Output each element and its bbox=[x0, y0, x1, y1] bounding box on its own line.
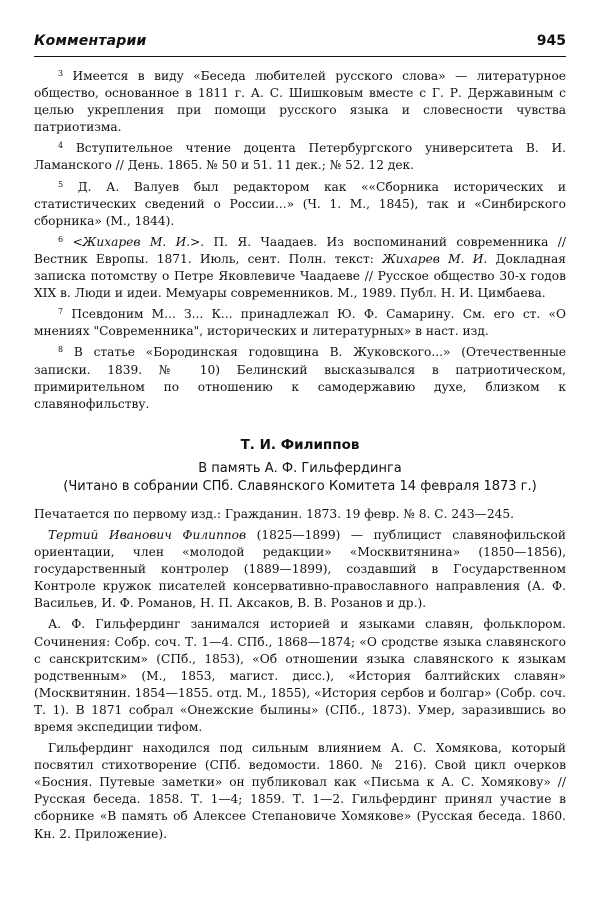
note-number: 6 bbox=[58, 234, 64, 244]
bio-paragraph bbox=[34, 527, 566, 612]
note-text: Докладная записка потомству о Петре Яковлевиче Чаадаеве // Русское общество 30-х годов XIX в. Люди и идеи. Мемуары современников. М., 1989. Публ. Н. И. Цимбаева. bbox=[34, 251, 566, 301]
note-text: Д. А. Валуев был редактором как ««Сборника исторических и статистических сведений о России...» (Ч. 1. М., 1845), так и «Синбирского сборника» (М., 1844). bbox=[34, 179, 567, 228]
section-title: Комментарии bbox=[34, 33, 147, 49]
bio-name: Тертий Иванович Филиппов bbox=[48, 527, 247, 542]
note-text: . П. Я. Чаадаев. Из воспоминаний современника // Вестник Европы. 1871. Июль, сент. Полн. текст: bbox=[34, 234, 566, 266]
running-head bbox=[34, 32, 566, 57]
bio-text: (1825—1899) — публицист славянофильской ориентации, член «молодой редакции» «Москвитянина» (1850—1856), государственный контролер (1889—1899), создавший в Государственном Контроле кружок писателей консервативно-православного направления (А. Ф. Васильев, И. Ф. Романов, Н. П. Аксаков, В. В. Розанов и др.). bbox=[34, 527, 566, 611]
footnote-5 bbox=[34, 179, 566, 230]
note-text: В статье «Бородинская годовщина В. Жуковского...» (Отечественные записки. 1839. № 10) Белинский высказывался в патриотическом, примирительном по отношению к самодержавию духе, близком к славянофильству. bbox=[34, 345, 566, 411]
works-paragraph: А. Ф. Гильфердинг занимался историей и языками славян, фольклором. Сочинения: Собр. соч. Т. 1—4. СПб., 1868—1874; «О сродстве языка славянского с санскритским» (СПб., 1853), «Об отношении языка славянского к языкам родственным» (М., 1853, магист. дисс.), «История балтийских славян» (Москвитянин. 1854—1855. отд. М., 1855), «История сербов и болгар» (Собр. соч. Т. 1). В 1871 собрал «Онежские былины» (СПб., 1873). Умер, заразившись во время экспедиции тифом. bbox=[34, 617, 566, 734]
note-text: Вступительное чтение доцента Петербургского университета В. И. Ламанского // День. 1865. № 50 и 51. 11 дек.; № 52. 12 дек. bbox=[34, 141, 566, 173]
note-author-italic: Жихарев М. И. bbox=[382, 251, 488, 266]
note-text: Псевдоним М... З... К... принадлежал Ю. Ф. Самарину. См. его ст. «О мнениях "Современника", исторических и литературных» в наст. изд. bbox=[34, 307, 566, 339]
influence-paragraph: Гильфердинг находился под сильным влиянием А. С. Хомякова, который посвятил стихотворение (СПб. ведомости. 1860. № 216). Свой цикл очерков «Босния. Путевые заметки» он публиковал как «Письма к А. С. Хомякову» // Русская беседа. 1858. Т. 1—4; 1859. Т. 1—2. Гильфердинг принял участие в сборнике «В память об Алексее Степановиче Хомякове» (Русская беседа. 1860. Кн. 2. Приложение). bbox=[34, 741, 566, 841]
source-note: Печатается по первому изд.: Гражданин. 1873. 19 февр. № 8. С. 243—245. bbox=[34, 506, 514, 521]
note-author-italic: <Жихарев М. И.> bbox=[72, 234, 201, 249]
note-number: 5 bbox=[58, 179, 64, 189]
page-body bbox=[34, 68, 566, 847]
work-subtitle: (Читано в собрании СПб. Славянского Комитета 14 февраля 1873 г.) bbox=[63, 478, 537, 494]
footnote-8 bbox=[34, 344, 566, 412]
note-number: 3 bbox=[58, 69, 64, 78]
note-text: Имеется в виду «Беседа любителей русского слова» — литературное общество, основанное в 1811 г. А. С. Шишковым вместе с Г. Р. Державиным с целью укрепления при помощи русского языка и словесности чувства патриотизма. bbox=[34, 69, 566, 135]
footnote-3 bbox=[34, 68, 566, 136]
page-number: 945 bbox=[536, 33, 566, 49]
note-number: 8 bbox=[58, 345, 64, 355]
section-author-heading: Т. И. Филиппов bbox=[240, 436, 360, 453]
note-number: 4 bbox=[58, 141, 64, 151]
note-number: 7 bbox=[58, 307, 64, 317]
work-title: В память А. Ф. Гильфердинга bbox=[198, 460, 402, 476]
footnote-4 bbox=[34, 140, 566, 174]
footnote-6 bbox=[34, 234, 566, 302]
footnote-7 bbox=[34, 306, 566, 340]
